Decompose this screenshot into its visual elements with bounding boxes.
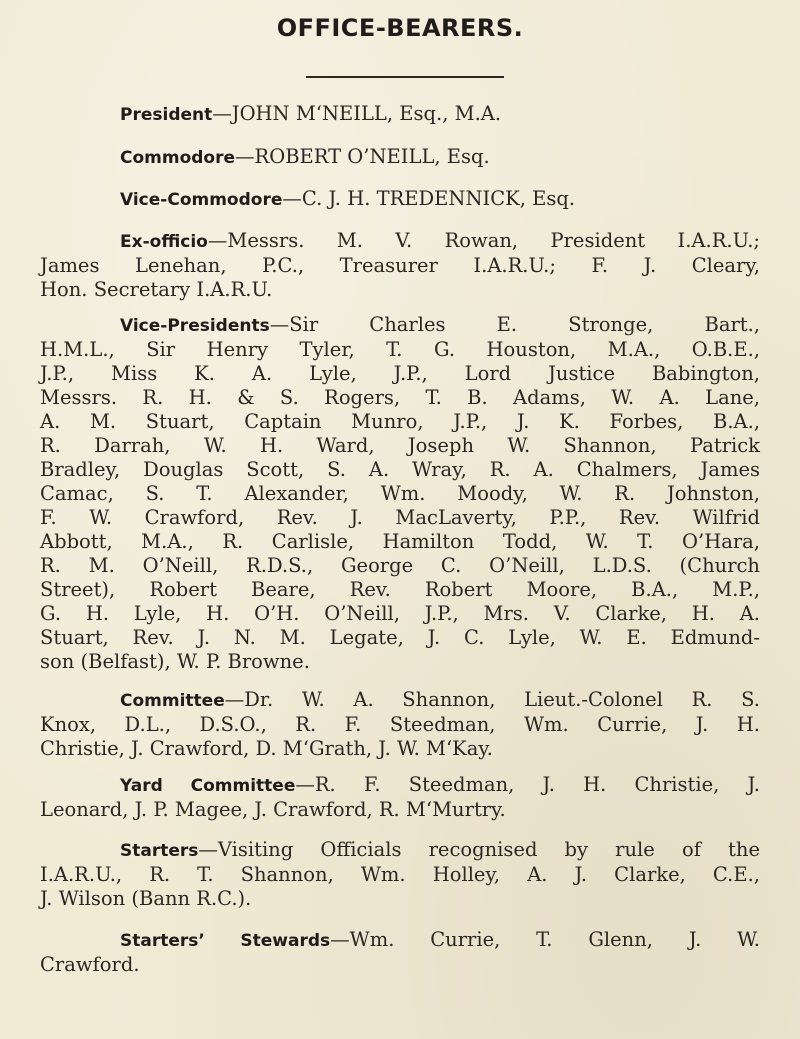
vice-commodore-label: Vice-Commodore — [120, 190, 283, 210]
vice-presidents-line: Street), Robert Beare, Rev. Robert Moore, B.A., M.P., — [40, 578, 760, 601]
ex-officio-line-1: Ex-officio—Messrs. M. V. Rowan, President I.A.R.U.; — [120, 229, 760, 252]
ex-officio-entry — [40, 229, 760, 302]
vice-presidents-entry — [40, 313, 760, 674]
vice-presidents-line: J.P., Miss K. A. Lyle, J.P., Lord Justice Babington, — [40, 362, 760, 385]
starters-entry — [40, 838, 760, 911]
vice-presidents-line: F. W. Crawford, Rev. J. MacLaverty, P.P., Rev. Wilfrid — [40, 506, 760, 529]
commodore-text: —ROBERT O’NEILL, Esq. — [235, 145, 490, 168]
yard-committee-line-1: Yard Committee—R. F. Steedman, J. H. Christie, J. — [120, 773, 760, 796]
committee-line-1: Committee—Dr. W. A. Shannon, Lieut.-Colonel R. S. — [120, 688, 760, 711]
heading-divider — [306, 76, 504, 78]
committee-label: Committee — [120, 691, 225, 711]
starters-stewards-entry — [40, 928, 760, 977]
vice-presidents-line: Abbott, M.A., R. Carlisle, Hamilton Todd, W. T. O’Hara, — [40, 530, 760, 553]
yard-committee-label: Yard Committee — [120, 776, 296, 796]
vice-commodore-entry — [120, 187, 760, 212]
yard-committee-entry — [40, 773, 760, 822]
page-heading: OFFICE-BEARERS. — [276, 14, 524, 42]
starters-stewards-line-2: Crawford. — [40, 953, 140, 976]
committee-line-2: Knox, D.L., D.S.O., R. F. Steedman, Wm. Currie, J. H. — [40, 713, 760, 736]
starters-label: Starters — [120, 841, 199, 861]
vice-presidents-label: Vice-Presidents — [120, 316, 270, 336]
commodore-entry — [120, 145, 760, 170]
vice-presidents-line: Bradley, Douglas Scott, S. A. Wray, R. A. Chalmers, James — [40, 458, 760, 481]
ex-officio-line-3: Hon. Secretary I.A.R.U. — [40, 278, 273, 301]
vice-presidents-line: H.M.L., Sir Henry Tyler, T. G. Houston, M.A., O.B.E., — [40, 338, 760, 361]
starters-stewards-line-1: Starters’ Stewards—Wm. Currie, T. Glenn, J. W. — [120, 928, 760, 951]
president-label: President — [120, 105, 213, 125]
starters-line-1: Starters—Visiting Officials recognised by rule of the — [120, 838, 760, 861]
vice-presidents-line: son (Belfast), W. P. Browne. — [40, 650, 310, 673]
vice-presidents-line: Camac, S. T. Alexander, Wm. Moody, W. R. Johnston, — [40, 482, 760, 505]
ex-officio-line-2: James Lenehan, P.C., Treasurer I.A.R.U.; F. J. Cleary, — [40, 254, 760, 277]
starters-line-3: J. Wilson (Bann R.C.). — [40, 887, 252, 910]
starters-stewards-label: Starters’ Stewards — [120, 931, 331, 951]
vice-presidents-line: Stuart, Rev. J. N. M. Legate, J. C. Lyle, W. E. Edmund- — [40, 626, 760, 649]
vice-presidents-line: R. Darrah, W. H. Ward, Joseph W. Shannon, Patrick — [40, 434, 760, 457]
committee-line-3: Christie, J. Crawford, D. M‘Grath, J. W. M‘Kay. — [40, 737, 494, 760]
president-entry — [120, 102, 760, 127]
vice-presidents-line-1: Vice-Presidents—Sir Charles E. Stronge, Bart., — [120, 313, 760, 336]
ex-officio-label: Ex-officio — [120, 232, 208, 252]
vice-presidents-line: Messrs. R. H. & S. Rogers, T. B. Adams, W. A. Lane, — [40, 386, 760, 409]
vice-presidents-line: R. M. O’Neill, R.D.S., George C. O’Neill, L.D.S. (Church — [40, 554, 760, 577]
yard-committee-line-2: Leonard, J. P. Magee, J. Crawford, R. M‘Murtry. — [40, 798, 506, 821]
commodore-label: Commodore — [120, 148, 236, 168]
vice-presidents-line: G. H. Lyle, H. O’H. O’Neill, J.P., Mrs. V. Clarke, H. A. — [40, 602, 760, 625]
president-text: —JOHN M‘NEILL, Esq., M.A. — [212, 102, 502, 125]
vice-presidents-line: A. M. Stuart, Captain Munro, J.P., J. K. Forbes, B.A., — [40, 410, 760, 433]
vice-commodore-text: —C. J. H. TREDENNICK, Esq. — [282, 187, 576, 210]
starters-line-2: I.A.R.U., R. T. Shannon, Wm. Holley, A. J. Clarke, C.E., — [40, 863, 760, 886]
committee-entry — [40, 688, 760, 761]
